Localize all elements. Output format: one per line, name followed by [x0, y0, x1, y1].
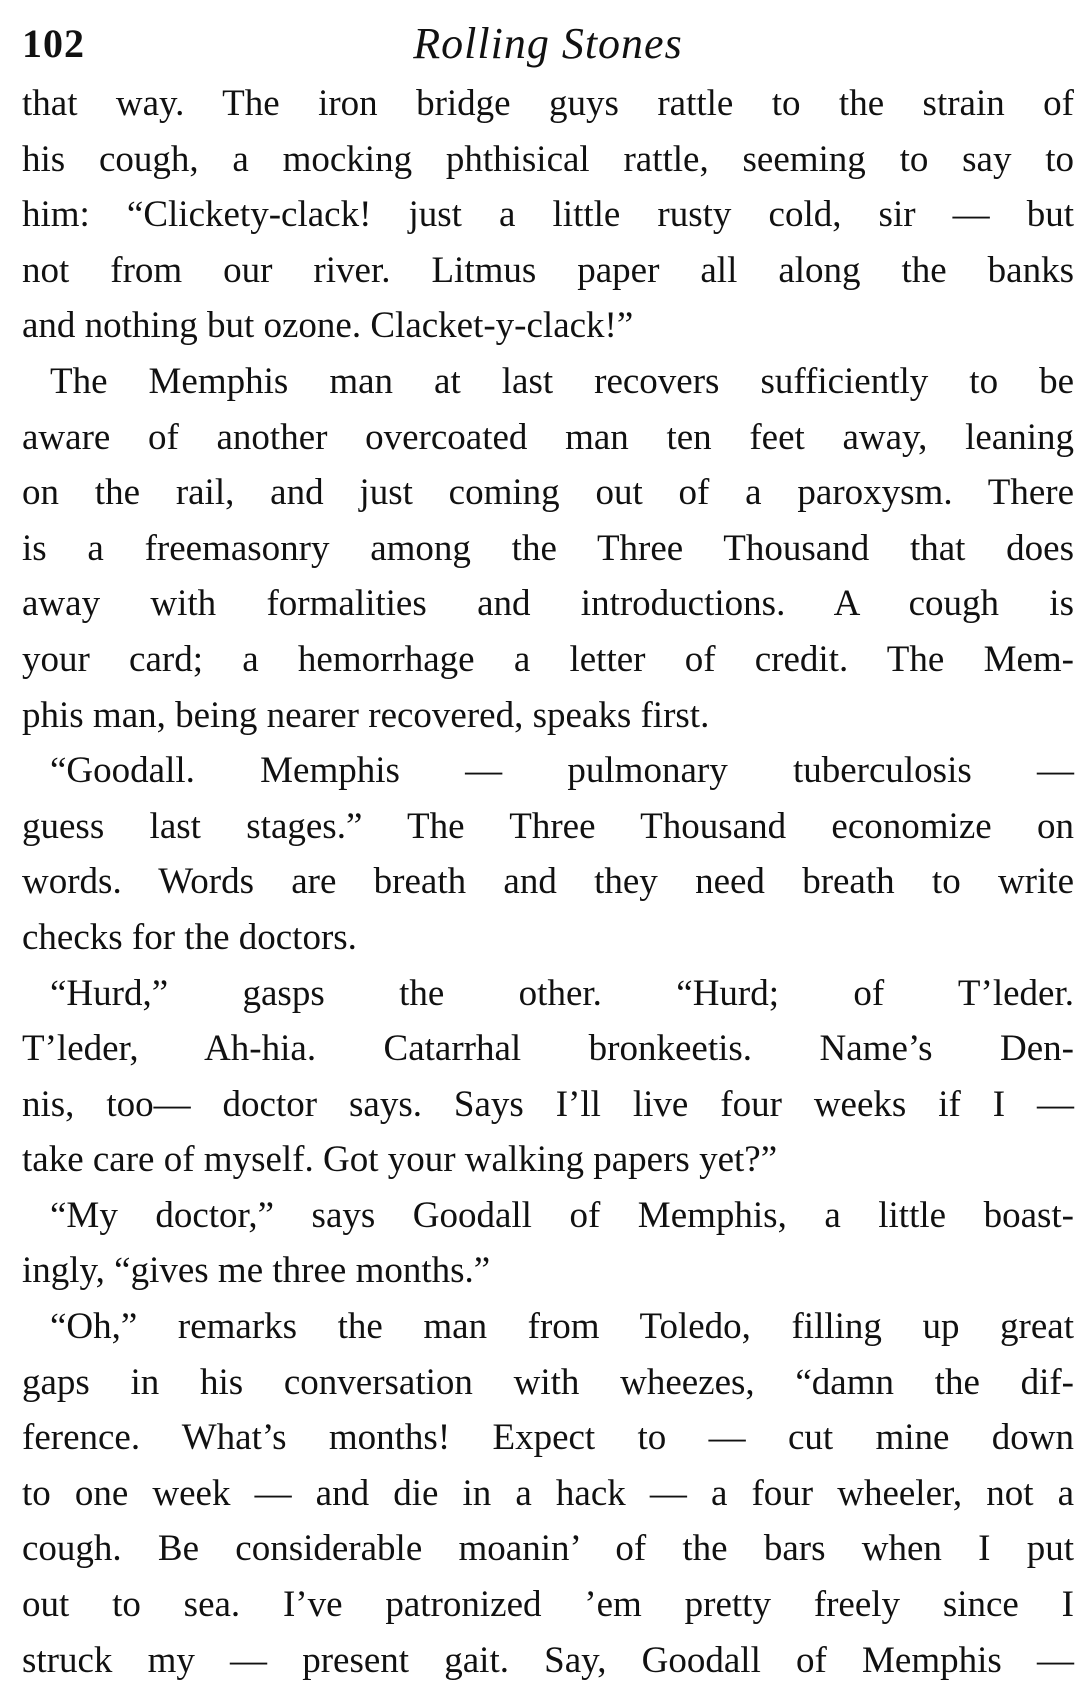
- text-line: ingly, “gives me three months.”: [22, 1250, 491, 1292]
- text-line: aware of another overcoated man ten feet away, leaning: [22, 416, 1074, 458]
- text-line: not from our river. Litmus paper all along the banks: [22, 249, 1074, 291]
- text-line: The Memphis man at last recovers sufficiently to be: [50, 360, 1074, 402]
- text-line: your card; a hemorrhage a letter of credit. The Mem-: [22, 638, 1074, 680]
- text-line: away with formalities and introductions. A cough is: [22, 583, 1074, 625]
- text-line: struck my — present gait. Say, Goodall of Memphis —: [22, 1639, 1074, 1681]
- text-line: words. Words are breath and they need breath to write: [22, 861, 1074, 903]
- text-line: to one week — and die in a hack — a four wheeler, not a: [22, 1472, 1074, 1514]
- text-line: his cough, a mocking phthisical rattle, seeming to say to: [22, 138, 1074, 180]
- text-line: on the rail, and just coming out of a paroxysm. There: [22, 472, 1074, 514]
- text-line: “My doctor,” says Goodall of Memphis, a little boast-: [50, 1194, 1074, 1236]
- text-line: guess last stages.” The Three Thousand economize on: [22, 805, 1074, 847]
- text-line: cough. Be considerable moanin’ of the bars when I put: [22, 1528, 1074, 1570]
- text-line: nis, too— doctor says. Says I’ll live four weeks if I —: [22, 1083, 1074, 1125]
- text-line: phis man, being nearer recovered, speaks first.: [22, 694, 710, 736]
- page-number: 102: [22, 21, 85, 66]
- book-page: [22, 12, 1074, 1688]
- text-line: “Hurd,” gasps the other. “Hurd; of T’leder.: [50, 972, 1074, 1014]
- text-line: that way. The iron bridge guys rattle to the strain of: [22, 83, 1074, 124]
- text-line: is a freemasonry among the Three Thousand that does: [22, 527, 1074, 569]
- body-text: [22, 76, 1074, 1688]
- text-line: “Oh,” remarks the man from Toledo, filling up great: [50, 1306, 1074, 1348]
- text-line: checks for the doctors.: [22, 916, 357, 958]
- book-title: Rolling Stones: [413, 19, 683, 68]
- text-line: take care of myself. Got your walking papers yet?”: [22, 1139, 778, 1181]
- text-line: ference. What’s months! Expect to — cut mine down: [22, 1417, 1074, 1459]
- text-line: “Goodall. Memphis — pulmonary tuberculosis —: [50, 750, 1074, 792]
- text-line: gaps in his conversation with wheezes, “damn the dif-: [22, 1361, 1074, 1403]
- text-line: out to sea. I’ve patronized ’em pretty freely since I: [22, 1584, 1074, 1626]
- running-header: [22, 12, 1074, 76]
- text-line: him: “Clickety-clack! just a little rusty cold, sir — but: [22, 194, 1074, 236]
- text-line: T’leder, Ah-hia. Catarrhal bronkeetis. Name’s Den-: [22, 1028, 1074, 1070]
- text-line: and nothing but ozone. Clacket-y-clack!”: [22, 305, 634, 347]
